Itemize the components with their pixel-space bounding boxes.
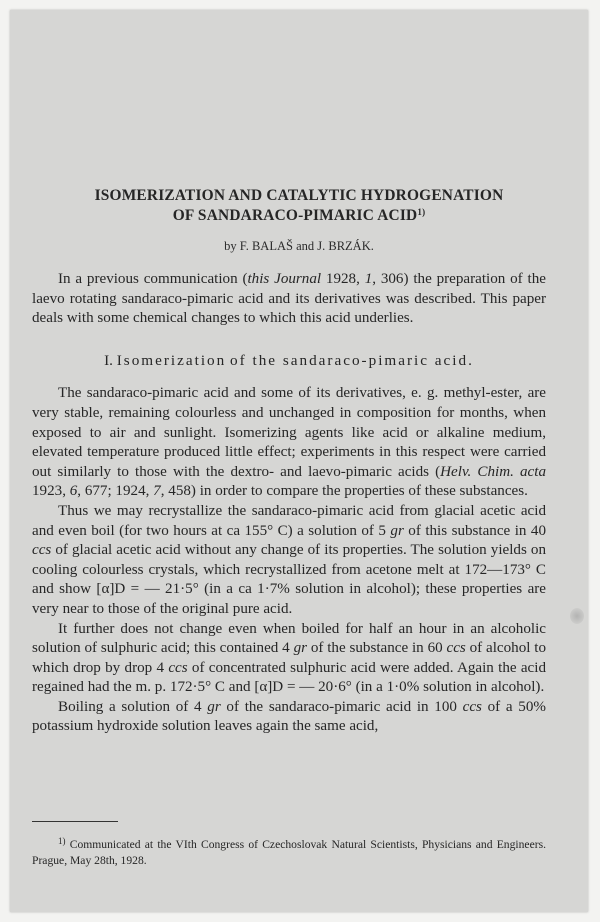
para2-unit-ccs: ccs — [32, 542, 52, 559]
para3-unit-ccs-1: ccs — [446, 640, 466, 657]
para1-volume-1: 6 — [69, 483, 78, 500]
intro-journal-name: this Journal — [247, 271, 322, 287]
para3-text-1: It further does not change even when boiled for half an hour in an alcoholic solution of sulphuric acid; this contained 4 — [32, 620, 546, 657]
scan-smudge — [570, 608, 584, 624]
para2-text-3: of glacial acetic acid without any change of its properties. The solution yields on cooling colourless crystals, which recrystallized from acetone melt at 172—173° C and show [α]D = — 21·5° (in a ca 1·7% solution in alcohol); these properties are very near to those of the original pure acid. — [32, 542, 546, 617]
paragraph-potassium-hydroxide — [32, 698, 546, 737]
para1-volume-2: 7 — [153, 483, 161, 500]
para2-text-2: of this substance in 40 — [403, 522, 546, 539]
intro-text-1: In a previous communication ( — [58, 271, 248, 287]
para1-text-2: 1923, — [32, 483, 70, 500]
page-sheet — [10, 10, 588, 912]
para2-text-1: Thus we may recrystallize the sandaraco-pimaric acid from glacial acetic acid and even boil (for two hours at ca 155° C) a solution of 5 — [32, 502, 546, 539]
footnote-text: Communicated at the VIth Congress of Czechoslovak Natural Scientists, Physicians and Engineers. Prague, May 28th, 1928. — [32, 838, 546, 867]
section-heading-spaced: Isomerization — [116, 351, 227, 369]
section-heading-rest: of the sandaraco-pimaric acid. — [230, 351, 474, 369]
title-line-1: ISOMERIZATION AND CATALYTIC HYDROGENATION — [94, 187, 504, 204]
authors-line: by F. BALAŠ and J. BRZÁK. — [224, 239, 374, 253]
section-number: I. — [104, 351, 113, 369]
title-line-2-text: OF SANDARACO-PIMARIC ACID — [172, 207, 418, 224]
para4-unit-ccs: ccs — [462, 698, 482, 715]
para4-text-2: of the sandaraco-pimaric acid in 100 — [220, 698, 463, 715]
para1-journal-name: Helv. Chim. acta — [440, 463, 546, 480]
paragraph-stability — [32, 384, 546, 502]
para3-text-4: of concentrated sulphuric acid were added. Again the acid regained had the m. p. 172·5° C and [α]D = — 20·6° (in a 1·0% solution in alcohol). — [32, 659, 546, 696]
section-heading — [32, 351, 546, 371]
intro-text-2: 1928, — [321, 271, 365, 287]
intro-volume: 1 — [364, 271, 373, 287]
para2-unit-gr: gr — [390, 522, 404, 539]
para3-text-2: of the substance in 60 — [306, 640, 447, 657]
article-title — [10, 186, 588, 226]
intro-text-3: , 306) the preparation of the laevo rotating sandaraco-pimaric acid and its derivatives was described. This paper deals with some chemical changes to which this acid underlies. — [32, 271, 546, 327]
footnote — [32, 833, 546, 869]
paragraph-sulphuric-acid — [32, 620, 546, 698]
para4-unit-gr: gr — [207, 698, 221, 715]
para1-text-4: , 458) in order to compare the properties of these substances. — [160, 483, 528, 500]
title-line-2 — [10, 206, 588, 226]
para1-text-1: The sandaraco-pimaric acid and some of its derivatives, e. g. methyl-ester, are very stable, remaining colourless and unchanged in composition for months, when exposed to air and sunlight. Isomerizing agents like acid or alkaline medium, elevated temperature produced little effect; experiments in this respect were carried out similarly to those with the dextro- and laevo-pimaric acids ( — [32, 385, 546, 480]
title-footnote-mark: 1) — [417, 207, 426, 217]
para4-text-1: Boiling a solution of 4 — [58, 698, 208, 715]
intro-paragraph — [32, 270, 546, 329]
footnote-rule — [32, 821, 118, 822]
para3-unit-gr: gr — [293, 640, 307, 657]
para3-unit-ccs-2: ccs — [168, 659, 188, 676]
footnote-mark: 1) — [58, 836, 66, 846]
footnote-paragraph — [32, 833, 546, 869]
para3-text-3: of alcohol to which drop by drop 4 — [32, 640, 547, 676]
article-body — [32, 270, 546, 737]
para1-text-3: , 677; 1924, — [77, 483, 154, 500]
paragraph-acetic-acid — [32, 502, 546, 620]
para4-text-3: of a 50% potassium hydroxide solution leaves again the same acid, — [32, 698, 546, 735]
